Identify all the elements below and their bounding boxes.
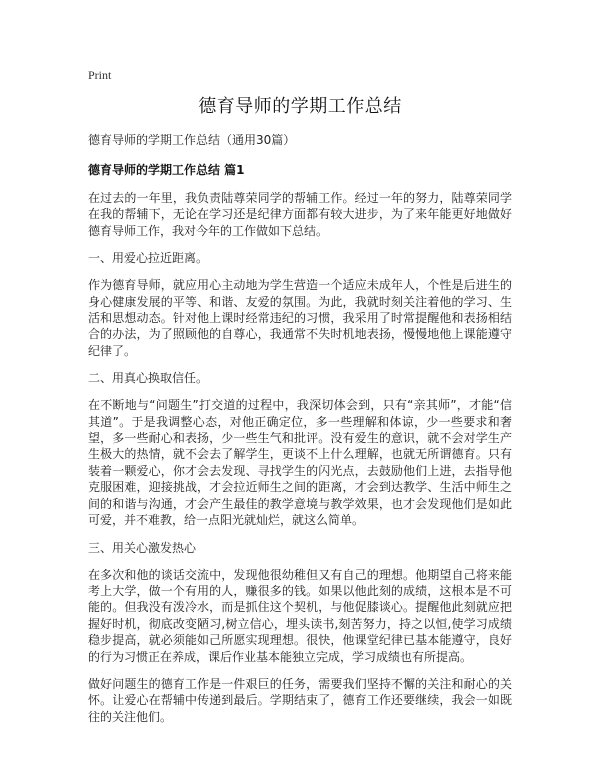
- article-heading: 德育导师的学期工作总结 篇1: [88, 163, 245, 177]
- section-heading-3: 三、用关心激发热心: [88, 540, 197, 555]
- intro-paragraph: 在过去的一年里，我负责陆尊荣同学的帮辅工作。经过一年的努力，陆尊荣同学在我的帮辅下，无论在学习还是纪律方面都有较大进步，为了来年能更好地做好德育导师工作，我对今年的工作做如下总结。: [88, 191, 512, 238]
- section-heading-2: 二、用真心换取信任。: [88, 371, 209, 386]
- document-title: 德育导师的学期工作总结: [198, 96, 402, 117]
- print-label[interactable]: Print: [88, 68, 112, 82]
- section-body-3: 在多次和他的谈话交流中，发现他很幼稚但又有自己的理想。他期望自己将来能考上大学，做一个有用的人，赚很多的钱。如果以他此刻的成绩，这根本是不可能的。但我没有泼冷水，而是抓住这个契机，与他促膝谈心。提醒他此刻就应把握好时机，彻底改变陋习,树立信心，埋头读书,刻苦努力，持之以恒,使学习成绩稳步提高，就必须能如己所愿实现理想。很快，他课堂纪律已基本能遵守，良好的行为习惯正在养成，课后作业基本能独立完成，学习成绩也有所提高。: [88, 567, 512, 664]
- section-body-2: 在不断地与“问题生”打交道的过程中，我深切体会到，只有“亲其师”，才能“信其道”。于是我调整心态，对他正确定位，多一些理解和体谅，少一些要求和奢望，多一些耐心和表扬，少一些生气和批评。没有爱生的意识，就不会对学生产生极大的热情，就不会去了解学生，更谈不上什么理解，也就无所谓德育。只有装着一颗爱心，你才会去发现、寻找学生的闪光点，去鼓励他们上进，去指导他克服困难，迎接挑战，才会拉近师生之间的距离，才会到达教学、生活中师生之间的和谐与沟通，才会产生最佳的教学意境与教学效果，也才会发现他们是如此可爱，并不难教，给一点阳光就灿烂，就这么简单。: [88, 398, 512, 528]
- section-body-1: 作为德育导师，就应用心主动地为学生营造一个适应未成年人，个性是后进生的身心健康发展的平等、和谐、友爱的氛围。为此，我就时刻关注着他的学习、生活和思想动态。针对他上课时经常违纪的习惯，我采用了时常提醒他和表扬相结合的办法，为了照顾他的自尊心，我通常不失时机地表扬，慢慢地他上课能遵守纪律了。: [88, 278, 512, 358]
- closing-paragraph: 做好问题生的德育工作是一件艰巨的任务，需要我们坚持不懈的关注和耐心的关怀。让爱心在帮辅中传递到最后。学期结束了，德育工作还要继续，我会一如既往的关注他们。: [88, 676, 512, 724]
- document-subtitle: 德育导师的学期工作总结（通用30篇）: [88, 133, 296, 147]
- section-heading-1: 一、用爱心拉近距离。: [88, 251, 209, 266]
